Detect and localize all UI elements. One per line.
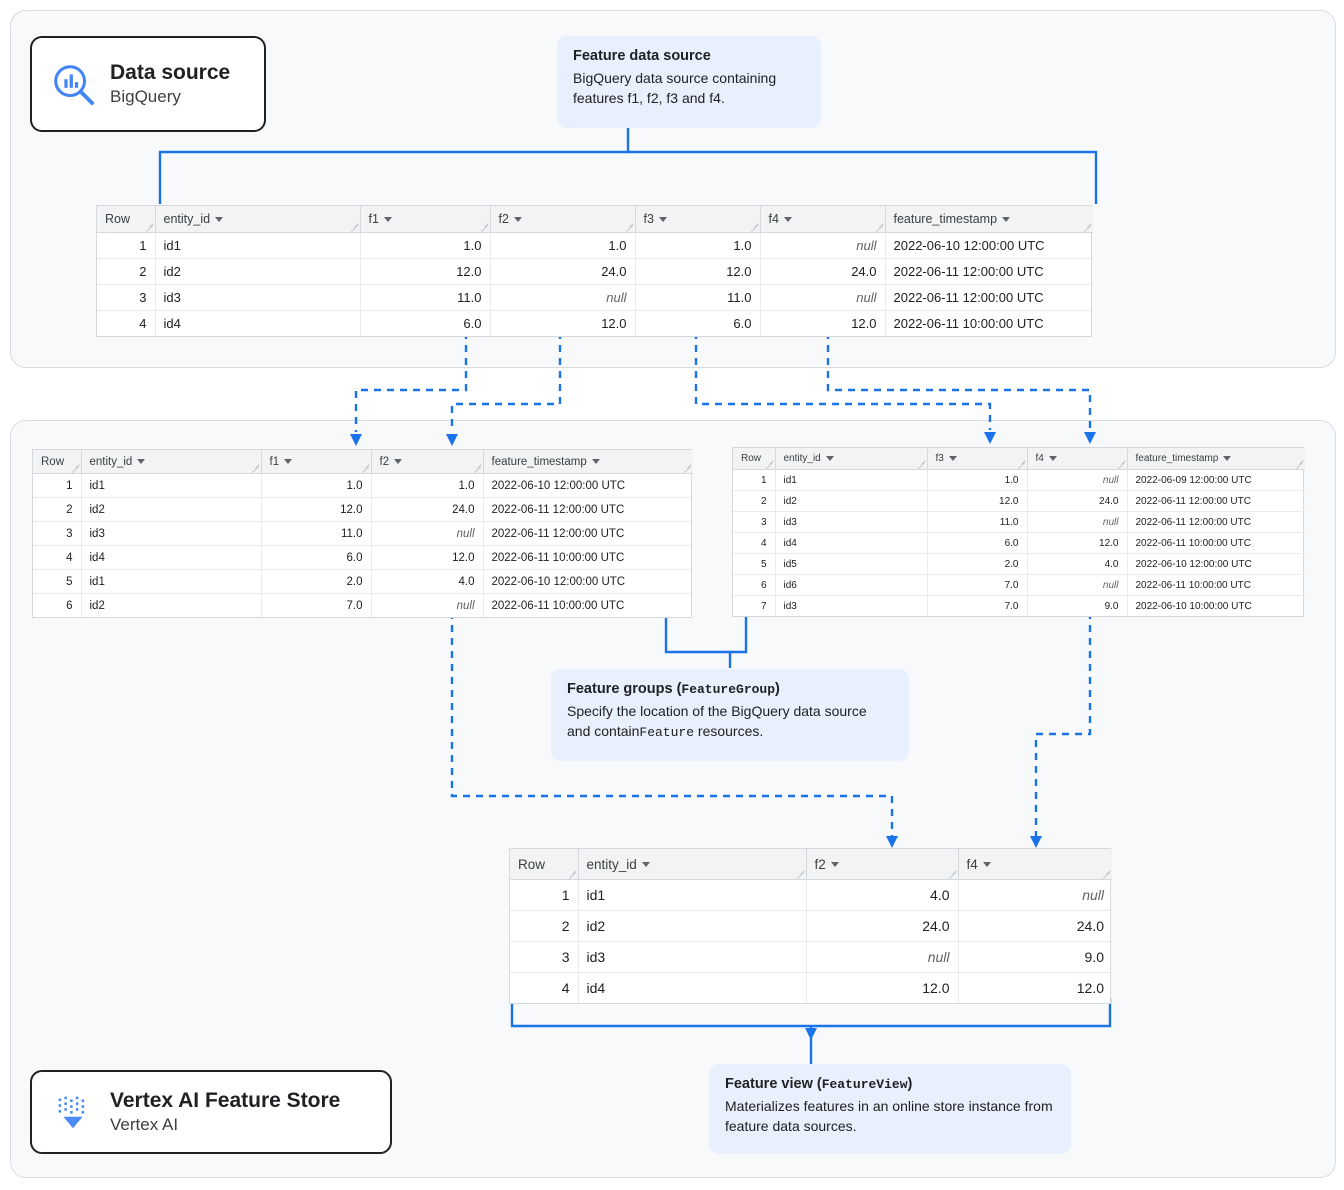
table-cell-f4: 12.0 — [1076, 980, 1104, 996]
table-cell-row: 2 — [97, 259, 155, 285]
table-cell-entity_id: id2 — [775, 491, 927, 512]
table-cell-f2: 12.0 — [806, 973, 958, 1004]
table-cell-f3: 1.0 — [927, 470, 1027, 491]
table-cell-f4: 12.0 — [760, 311, 885, 337]
column-header-entity_id[interactable]: entity_id — [155, 206, 360, 233]
chevron-down-icon[interactable] — [983, 862, 991, 867]
callout-feature-view — [709, 1064, 1071, 1154]
table-cell-f4: 24.0 — [760, 259, 885, 285]
column-resize-handle[interactable] — [948, 870, 956, 878]
table-cell-entity_id: id4 — [775, 533, 927, 554]
chevron-down-icon[interactable] — [826, 456, 834, 461]
callout-body: BigQuery data source containing features f1, f2, f3 and f4. — [573, 70, 777, 106]
table-cell-feature_timestamp: 2022-06-11 10:00:00 UTC — [893, 316, 1044, 331]
callout-body-code: Feature — [639, 724, 695, 740]
table-cell-entity_id: id5 — [775, 554, 927, 575]
table-cell-f4: null — [1027, 575, 1127, 596]
table-cell-row: 3 — [33, 522, 81, 546]
table-cell-row: 1 — [510, 880, 578, 911]
column-header-feature_timestamp[interactable]: feature_timestamp — [483, 450, 693, 474]
column-header-f2[interactable]: f2 — [490, 206, 635, 233]
table-cell-row: 3 — [97, 285, 155, 311]
callout-title: Feature data source — [573, 48, 711, 64]
table-cell-feature_timestamp: 2022-06-10 10:00:00 UTC — [1135, 600, 1252, 612]
table-cell-entity_id: id2 — [155, 259, 360, 285]
table-row — [733, 512, 1305, 533]
table-cell-f3: 2.0 — [927, 554, 1027, 575]
table-cell-f3: 12.0 — [635, 259, 760, 285]
column-resize-handle[interactable] — [917, 460, 925, 468]
table-cell-row: 4 — [97, 311, 155, 337]
chevron-down-icon[interactable] — [1002, 217, 1010, 222]
table-cell-f4: null — [1027, 470, 1127, 491]
column-header-row[interactable]: Row — [33, 450, 81, 474]
bigquery-product-card — [30, 36, 266, 132]
table-cell-entity_id: id4 — [578, 973, 806, 1004]
table-cell-f2: 24.0 — [806, 911, 958, 942]
callout-title — [725, 1076, 1055, 1092]
table-cell-feature_timestamp: 2022-06-10 12:00:00 UTC — [483, 570, 693, 594]
column-header-f2[interactable]: f2 — [371, 450, 483, 474]
table-cell-f2: null — [490, 285, 635, 311]
column-resize-handle[interactable] — [683, 464, 691, 472]
feature-group-2-table[interactable] — [732, 447, 1304, 617]
table-cell-entity_id: id2 — [81, 594, 261, 618]
table-row — [33, 474, 693, 498]
table-cell-feature_timestamp: 2022-06-10 12:00:00 UTC — [483, 474, 693, 498]
table-row — [510, 973, 1112, 1004]
table-row — [97, 233, 1093, 259]
callout-title-text: Feature groups ( — [567, 681, 682, 697]
table-cell-f3: 7.0 — [927, 575, 1027, 596]
callout-feature-groups — [551, 669, 909, 761]
column-resize-handle[interactable] — [1102, 870, 1110, 878]
table-cell-f1: 1.0 — [261, 474, 371, 498]
table-cell-entity_id: id1 — [775, 470, 927, 491]
column-resize-handle[interactable] — [145, 223, 153, 231]
vertex-card-title: Vertex AI Feature Store — [110, 1089, 341, 1113]
feature-data-source-table[interactable] — [96, 205, 1092, 337]
column-header-entity_id[interactable]: entity_id — [81, 450, 261, 474]
feature-view-table[interactable] — [509, 848, 1111, 1004]
table-cell-entity_id: id1 — [81, 474, 261, 498]
table-cell-f4: null — [958, 880, 1112, 911]
chevron-down-icon[interactable] — [1049, 456, 1057, 461]
table-cell-row: 3 — [510, 942, 578, 973]
vertex-ai-product-card — [30, 1070, 392, 1154]
column-resize-handle[interactable] — [473, 464, 481, 472]
callout-title-code: FeatureGroup — [681, 682, 776, 697]
table-cell-f2: 12.0 — [490, 311, 635, 337]
callout-title-code: FeatureView — [821, 1077, 908, 1092]
table-cell-row: 2 — [733, 491, 775, 512]
table-cell-f4: 12.0 — [1027, 533, 1127, 554]
bigquery-icon — [50, 61, 96, 107]
table-row — [733, 470, 1305, 491]
column-header-f2[interactable]: f2 — [806, 849, 958, 880]
table-cell-f1: 1.0 — [360, 233, 490, 259]
table-cell-f4: 9.0 — [958, 942, 1112, 973]
chevron-down-icon[interactable] — [215, 217, 223, 222]
chevron-down-icon[interactable] — [137, 459, 145, 464]
table-row — [510, 880, 1112, 911]
column-header-row[interactable]: Row — [733, 448, 775, 470]
bigquery-card-title: Data source — [110, 61, 231, 85]
column-header-f1[interactable]: f1 — [261, 450, 371, 474]
table-cell-entity_id: id3 — [155, 285, 360, 311]
table-cell-feature_timestamp: 2022-06-10 12:00:00 UTC — [1127, 554, 1305, 575]
table-cell-entity_id: id1 — [155, 233, 360, 259]
table-cell-entity_id: id2 — [578, 911, 806, 942]
chevron-down-icon[interactable] — [284, 459, 292, 464]
feature-group-1-table[interactable] — [32, 449, 692, 618]
table-row — [733, 596, 1305, 617]
column-resize-handle[interactable] — [625, 223, 633, 231]
chevron-down-icon[interactable] — [394, 459, 402, 464]
table-row — [97, 285, 1093, 311]
column-header-row[interactable]: Row — [97, 206, 155, 233]
chevron-down-icon[interactable] — [659, 217, 667, 222]
table-cell-entity_id: id3 — [775, 596, 927, 617]
table-cell-row: 6 — [733, 575, 775, 596]
table-row — [733, 533, 1305, 554]
table-cell-f4: 9.0 — [1027, 596, 1127, 617]
chevron-down-icon[interactable] — [949, 456, 957, 461]
column-header-f4[interactable]: f4 — [760, 206, 885, 233]
table-cell-row: 1 — [733, 470, 775, 491]
column-resize-handle[interactable] — [251, 464, 259, 472]
column-resize-handle[interactable] — [1083, 223, 1091, 231]
callout-title — [567, 681, 893, 697]
table-cell-row: 6 — [33, 594, 81, 618]
table-row — [733, 491, 1305, 512]
table-row — [97, 259, 1093, 285]
table-cell-f1: 2.0 — [261, 570, 371, 594]
column-header-f4[interactable]: f4 — [1027, 448, 1127, 470]
table-row — [733, 575, 1305, 596]
chevron-down-icon[interactable] — [831, 862, 839, 867]
table-cell-row: 4 — [33, 546, 81, 570]
table-cell-entity_id: id3 — [775, 512, 927, 533]
table-cell-row: 5 — [33, 570, 81, 594]
table-cell-entity_id: id6 — [775, 575, 927, 596]
table-cell-feature_timestamp: 2022-06-11 12:00:00 UTC — [885, 285, 1093, 311]
table-row — [33, 594, 693, 618]
table-cell-f4: null — [760, 285, 885, 311]
table-cell-feature_timestamp: 2022-06-10 12:00:00 UTC — [885, 233, 1093, 259]
table-row — [510, 911, 1112, 942]
column-header-entity_id[interactable]: entity_id — [578, 849, 806, 880]
table-cell-feature_timestamp: 2022-06-11 10:00:00 UTC — [491, 599, 625, 612]
column-resize-handle[interactable] — [361, 464, 369, 472]
callout-body — [567, 702, 893, 742]
table-cell-row: 3 — [733, 512, 775, 533]
table-cell-entity_id: id4 — [155, 311, 360, 337]
table-row — [510, 942, 1112, 973]
callout-body-part2: resources. — [694, 722, 764, 739]
table-cell-f3: 6.0 — [635, 311, 760, 337]
vertex-ai-icon — [50, 1089, 96, 1135]
table-cell-feature_timestamp: 2022-06-11 12:00:00 UTC — [483, 522, 693, 546]
table-cell-f3: 12.0 — [927, 491, 1027, 512]
table-cell-f3: 11.0 — [927, 512, 1027, 533]
table-cell-f2: null — [371, 594, 483, 618]
table-cell-f3: 7.0 — [927, 596, 1027, 617]
column-resize-handle[interactable] — [765, 460, 773, 468]
column-resize-handle[interactable] — [480, 223, 488, 231]
column-resize-handle[interactable] — [1017, 460, 1025, 468]
table-row — [33, 498, 693, 522]
table-cell-row: 2 — [510, 911, 578, 942]
column-resize-handle[interactable] — [750, 223, 758, 231]
column-resize-handle[interactable] — [71, 464, 79, 472]
vertex-card-subtitle: Vertex AI — [110, 1114, 179, 1134]
table-cell-entity_id: id1 — [578, 880, 806, 911]
column-resize-handle[interactable] — [350, 223, 358, 231]
table-cell-f1: 11.0 — [360, 285, 490, 311]
callout-title-text: Feature view ( — [725, 1076, 822, 1092]
table-cell-f2: 12.0 — [371, 546, 483, 570]
table-cell-f1: 12.0 — [360, 259, 490, 285]
table-cell-f3: 1.0 — [635, 233, 760, 259]
table-cell-row: 1 — [33, 474, 81, 498]
column-header-f3[interactable]: f3 — [635, 206, 760, 233]
table-cell-feature_timestamp: 2022-06-11 10:00:00 UTC — [483, 546, 693, 570]
column-resize-handle[interactable] — [568, 870, 576, 878]
column-header-feature_timestamp[interactable]: feature_timestamp — [1127, 448, 1305, 470]
callout-body: Materializes features in an online store instance from feature data sources. — [725, 1098, 1053, 1134]
table-cell-entity_id: id3 — [81, 522, 261, 546]
column-resize-handle[interactable] — [875, 223, 883, 231]
callout-feature-data-source — [557, 36, 821, 128]
table-cell-entity_id: id3 — [578, 942, 806, 973]
table-cell-f2: 4.0 — [371, 570, 483, 594]
column-resize-handle[interactable] — [796, 870, 804, 878]
table-cell-f1: 6.0 — [360, 311, 490, 337]
table-row — [33, 570, 693, 594]
column-resize-handle[interactable] — [1295, 460, 1303, 468]
table-cell-feature_timestamp: 2022-06-11 10:00:00 UTC — [1127, 533, 1305, 554]
table-cell-entity_id: id2 — [81, 498, 261, 522]
table-cell-f2: 24.0 — [490, 259, 635, 285]
table-cell-f1: 6.0 — [261, 546, 371, 570]
chevron-down-icon[interactable] — [384, 217, 392, 222]
table-cell-feature_timestamp: 2022-06-09 12:00:00 UTC — [1127, 470, 1305, 491]
table-cell-f1: 12.0 — [261, 498, 371, 522]
table-cell-row: 7 — [733, 596, 775, 617]
table-cell-row: 2 — [33, 498, 81, 522]
chevron-down-icon[interactable] — [1223, 456, 1231, 461]
table-cell-f2: 1.0 — [371, 474, 483, 498]
column-resize-handle[interactable] — [1117, 460, 1125, 468]
table-cell-feature_timestamp: 2022-06-11 12:00:00 UTC — [885, 259, 1093, 285]
chevron-down-icon[interactable] — [514, 217, 522, 222]
table-cell-f4: 24.0 — [958, 911, 1112, 942]
table-cell-feature_timestamp: 2022-06-11 10:00:00 UTC — [1127, 575, 1305, 596]
table-cell-row: 5 — [733, 554, 775, 575]
table-cell-f2: null — [806, 942, 958, 973]
table-cell-f2: 4.0 — [806, 880, 958, 911]
table-cell-feature_timestamp: 2022-06-11 12:00:00 UTC — [1127, 491, 1305, 512]
column-header-entity_id[interactable]: entity_id — [775, 448, 927, 470]
table-cell-f4: null — [1027, 512, 1127, 533]
table-cell-row: 4 — [510, 973, 578, 1004]
table-cell-row: 1 — [97, 233, 155, 259]
table-cell-f1: 11.0 — [261, 522, 371, 546]
table-row — [97, 311, 1093, 337]
column-header-feature_timestamp[interactable]: feature_timestamp — [885, 206, 1093, 233]
table-cell-feature_timestamp: 2022-06-11 12:00:00 UTC — [1127, 512, 1305, 533]
table-cell-f1: 7.0 — [261, 594, 371, 618]
callout-title-end: ) — [775, 681, 780, 697]
chevron-down-icon[interactable] — [592, 459, 600, 464]
table-cell-f2: 1.0 — [490, 233, 635, 259]
table-cell-f4: null — [760, 233, 885, 259]
table-cell-entity_id: id4 — [81, 546, 261, 570]
table-row — [33, 546, 693, 570]
table-cell-f2: 24.0 — [371, 498, 483, 522]
table-cell-f2: null — [371, 522, 483, 546]
column-header-f4[interactable]: f4 — [958, 849, 1112, 880]
chevron-down-icon[interactable] — [642, 862, 650, 867]
callout-title-end: ) — [907, 1076, 913, 1092]
table-cell-f3: 6.0 — [927, 533, 1027, 554]
table-cell-entity_id: id1 — [81, 570, 261, 594]
table-cell-row: 4 — [733, 533, 775, 554]
chevron-down-icon[interactable] — [784, 217, 792, 222]
table-row — [33, 522, 693, 546]
table-cell-feature_timestamp: 2022-06-11 12:00:00 UTC — [483, 498, 693, 522]
callout-body-part1: Specify the location of the BigQuery data source and contain — [567, 703, 867, 739]
bigquery-card-subtitle: BigQuery — [110, 86, 181, 106]
column-header-f1[interactable]: f1 — [360, 206, 490, 233]
table-row — [733, 554, 1305, 575]
column-header-row[interactable]: Row — [510, 849, 578, 880]
table-cell-f4: 4.0 — [1027, 554, 1127, 575]
column-header-f3[interactable]: f3 — [927, 448, 1027, 470]
table-cell-f4: 24.0 — [1027, 491, 1127, 512]
table-cell-f3: 11.0 — [635, 285, 760, 311]
